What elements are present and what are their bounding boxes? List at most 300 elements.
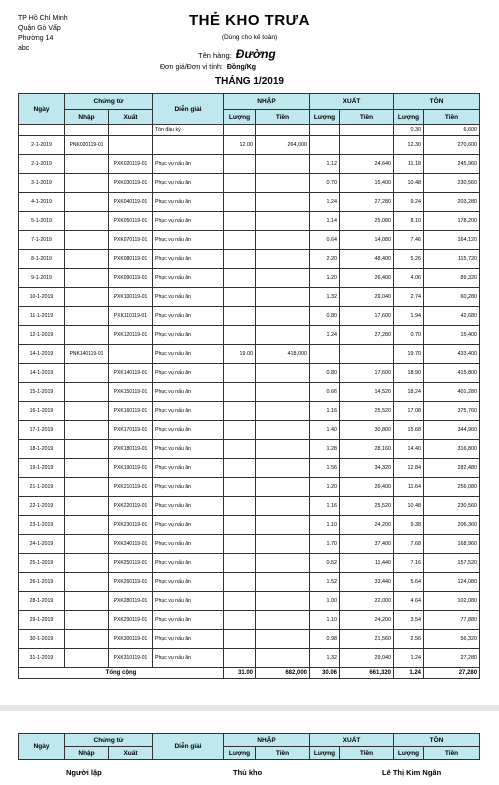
ledger-balance-qty: 12.84	[394, 459, 424, 478]
header2-in-qty: Lượng	[224, 747, 256, 760]
header-in-amount: Tiền	[256, 110, 310, 125]
ledger-in-amount	[256, 459, 310, 478]
ledger-description: Phục vụ nấu ăn	[153, 364, 224, 383]
ledger-out-qty: 1.20	[310, 478, 340, 497]
ledger-in-amount	[256, 535, 310, 554]
ledger-description: Phục vụ nấu ăn	[153, 212, 224, 231]
ledger-balance-amount: 344,960	[424, 421, 480, 440]
ledger-in-amount	[256, 155, 310, 174]
ledger-out-amount: 14,520	[340, 383, 394, 402]
item-label: Tên hàng:	[198, 51, 232, 60]
ledger-out-amount: 37,400	[340, 535, 394, 554]
ledger-description: Phục vụ nấu ăn	[153, 326, 224, 345]
ledger-out-qty: 0.98	[310, 630, 340, 649]
table-row	[19, 136, 480, 155]
item-value: Đường	[235, 47, 276, 61]
ledger-description: Phục vụ nấu ăn	[153, 459, 224, 478]
ledger-description: Phục vụ nấu ăn	[153, 630, 224, 649]
ledger-date: 2-1-2019	[19, 136, 65, 155]
ledger-description: Phục vụ nấu ăn	[153, 288, 224, 307]
ledger-balance-amount: 168,960	[424, 535, 480, 554]
ledger-import-doc	[65, 288, 109, 307]
stock-ledger-table	[18, 93, 480, 679]
ledger-balance-amount: 15,400	[424, 326, 480, 345]
table-row	[19, 611, 480, 630]
ledger-description: Phục vụ nấu ăn	[153, 402, 224, 421]
ledger-export-doc	[109, 345, 153, 364]
totals-out-qty: 30.06	[310, 668, 340, 679]
table-row	[19, 174, 480, 193]
ledger-balance-qty: 11.18	[394, 155, 424, 174]
ledger-balance-qty: 4.06	[394, 269, 424, 288]
ledger-in-qty	[224, 459, 256, 478]
signature-preparer: Người lập	[66, 768, 102, 777]
repeated-table-header	[18, 733, 480, 760]
ledger-date: 28-1-2019	[19, 592, 65, 611]
ledger-date: 31-1-2019	[19, 649, 65, 668]
ledger-export-doc: PXK120119-01	[109, 326, 153, 345]
ledger-balance-amount: 102,080	[424, 592, 480, 611]
ledger-balance-amount: 433,400	[424, 345, 480, 364]
ledger-balance-amount: 89,320	[424, 269, 480, 288]
ledger-balance-amount: 415,800	[424, 364, 480, 383]
table-row	[19, 421, 480, 440]
ledger-balance-qty: 10.48	[394, 174, 424, 193]
ledger-in-amount	[256, 231, 310, 250]
ledger-out-qty: 1.28	[310, 440, 340, 459]
signature-keeper: Thủ kho	[233, 768, 263, 777]
ledger-import-doc	[65, 649, 109, 668]
header2-date: Ngày	[19, 734, 65, 760]
ledger-in-qty: 19.00	[224, 345, 256, 364]
ledger-in-amount	[256, 649, 310, 668]
ledger-import-doc: PNK020119-01	[65, 136, 109, 155]
ledger-import-doc	[65, 573, 109, 592]
ledger-description: Phục vụ nấu ăn	[153, 554, 224, 573]
ledger-date: 18-1-2019	[19, 440, 65, 459]
ledger-date: 16-1-2019	[19, 402, 65, 421]
ledger-balance-qty: 7.46	[394, 231, 424, 250]
signature-name: Lê Thị Kim Ngân	[382, 768, 442, 777]
ledger-date: 14-1-2019	[19, 364, 65, 383]
ledger-export-doc: PXK310119-01	[109, 649, 153, 668]
ledger-balance-amount: 115,720	[424, 250, 480, 269]
ledger-out-qty: 0.66	[310, 383, 340, 402]
table-row	[19, 345, 480, 364]
ledger-date: 3-1-2019	[19, 174, 65, 193]
ledger-out-qty: 1.24	[310, 326, 340, 345]
ledger-export-doc: PXK090119-01	[109, 269, 153, 288]
ledger-out-qty: 1.70	[310, 535, 340, 554]
ledger-in-qty	[224, 288, 256, 307]
ledger-date: 22-1-2019	[19, 497, 65, 516]
ledger-out-qty: 1.20	[310, 269, 340, 288]
ledger-in-amount	[256, 326, 310, 345]
period-title: THÁNG 1/2019	[215, 76, 284, 87]
ledger-in-qty	[224, 212, 256, 231]
ledger-import-doc	[65, 269, 109, 288]
ledger-import-doc	[65, 497, 109, 516]
ledger-out-qty: 1.12	[310, 155, 340, 174]
ledger-description: Phục vụ nấu ăn	[153, 421, 224, 440]
ledger-in-qty	[224, 478, 256, 497]
ledger-description: Phục vụ nấu ăn	[153, 573, 224, 592]
ledger-import-doc	[65, 193, 109, 212]
ledger-import-doc	[65, 554, 109, 573]
ledger-export-doc: PXK020119-01	[109, 155, 153, 174]
ledger-in-qty	[224, 364, 256, 383]
ledger-description: Phục vụ nấu ăn	[153, 516, 224, 535]
ledger-in-qty	[224, 326, 256, 345]
ledger-balance-amount: 60,280	[424, 288, 480, 307]
ledger-description: Phục vụ nấu ăn	[153, 345, 224, 364]
ledger-date: 29-1-2019	[19, 611, 65, 630]
header-balance-amount: Tiền	[424, 110, 480, 125]
ledger-description: Phục vụ nấu ăn	[153, 155, 224, 174]
ledger-in-amount	[256, 592, 310, 611]
ledger-balance-qty: 7.68	[394, 535, 424, 554]
ledger-out-qty: 1.32	[310, 288, 340, 307]
ledger-out-qty: 1.00	[310, 592, 340, 611]
table-row	[19, 535, 480, 554]
ledger-import-doc	[65, 212, 109, 231]
ledger-in-amount	[256, 383, 310, 402]
ledger-in-amount	[256, 193, 310, 212]
ledger-balance-amount: 178,200	[424, 212, 480, 231]
ledger-out-qty: 0.52	[310, 554, 340, 573]
ledger-description: Phục vụ nấu ăn	[153, 478, 224, 497]
ledger-in-amount	[256, 497, 310, 516]
ledger-out-amount: 14,080	[340, 231, 394, 250]
header2-balance-amount: Tiền	[424, 747, 480, 760]
table-row	[19, 155, 480, 174]
ledger-balance-qty: 8.10	[394, 212, 424, 231]
ledger-out-amount: 24,200	[340, 516, 394, 535]
ledger-export-doc: PXK280119-01	[109, 592, 153, 611]
ledger-import-doc	[65, 383, 109, 402]
ledger-description: Phục vụ nấu ăn	[153, 269, 224, 288]
ledger-date: 21-1-2019	[19, 478, 65, 497]
ledger-date: 4-1-2019	[19, 193, 65, 212]
ledger-in-qty	[224, 611, 256, 630]
ledger-out-amount: 25,080	[340, 212, 394, 231]
totals-label: Tổng cộng	[19, 668, 224, 679]
table-row	[19, 288, 480, 307]
ledger-export-doc: PXK240119-01	[109, 535, 153, 554]
table-row	[19, 269, 480, 288]
ledger-in-qty	[224, 402, 256, 421]
unit-value: Đồng/Kg	[226, 64, 257, 71]
ledger-export-doc: PXK170119-01	[109, 421, 153, 440]
ledger-export-doc: PXK290119-01	[109, 611, 153, 630]
totals-row	[19, 668, 480, 679]
header-in-qty: Lượng	[224, 110, 256, 125]
table-row	[19, 592, 480, 611]
header-balance-qty: Lượng	[394, 110, 424, 125]
header2-export-doc: Xuất	[109, 747, 153, 760]
ledger-date: 5-1-2019	[19, 212, 65, 231]
ledger-import-doc	[65, 174, 109, 193]
ledger-balance-qty: 19.70	[394, 345, 424, 364]
ledger-out-qty: 1.14	[310, 212, 340, 231]
ledger-out-amount: 27,280	[340, 193, 394, 212]
ledger-in-amount: 418,000	[256, 345, 310, 364]
table-row	[19, 554, 480, 573]
ledger-date: 11-1-2019	[19, 307, 65, 326]
ledger-balance-qty: 18.24	[394, 383, 424, 402]
ledger-balance-amount: 282,480	[424, 459, 480, 478]
ledger-in-amount	[256, 402, 310, 421]
ledger-in-qty	[224, 440, 256, 459]
ledger-balance-amount: 203,280	[424, 193, 480, 212]
ledger-in-amount	[256, 269, 310, 288]
ledger-export-doc: PXK040119-01	[109, 193, 153, 212]
ledger-export-doc: PXK260119-01	[109, 573, 153, 592]
ledger-description: Phục vụ nấu ăn	[153, 193, 224, 212]
totals-bal-qty: 1.24	[394, 668, 424, 679]
ledger-export-doc	[109, 136, 153, 155]
ledger-out-qty: 0.80	[310, 364, 340, 383]
table-row	[19, 326, 480, 345]
ledger-out-amount	[340, 136, 394, 155]
header-out-amount: Tiền	[340, 110, 394, 125]
totals-bal-amt: 27,280	[424, 668, 480, 679]
table-row	[19, 497, 480, 516]
ledger-out-amount: 17,600	[340, 364, 394, 383]
ledger-in-qty	[224, 421, 256, 440]
ledger-in-qty	[224, 174, 256, 193]
header-export-doc: Xuất	[109, 110, 153, 125]
ledger-in-qty	[224, 649, 256, 668]
ledger-in-qty	[224, 573, 256, 592]
ledger-out-amount: 28,160	[340, 440, 394, 459]
ledger-out-qty: 1.40	[310, 421, 340, 440]
header-voucher: Chứng từ	[65, 94, 153, 110]
ledger-out-amount: 22,000	[340, 592, 394, 611]
document-title: THẺ KHO TRƯA	[189, 12, 310, 29]
ledger-export-doc: PXK030119-01	[109, 174, 153, 193]
ledger-balance-qty: 5.26	[394, 250, 424, 269]
ledger-out-amount: 11,440	[340, 554, 394, 573]
ledger-balance-amount: 230,560	[424, 497, 480, 516]
table-row	[19, 649, 480, 668]
ledger-out-qty: 1.32	[310, 649, 340, 668]
table-row	[19, 516, 480, 535]
ledger-description: Phục vụ nấu ăn	[153, 611, 224, 630]
totals-in-amt: 682,000	[256, 668, 310, 679]
ledger-out-qty	[310, 345, 340, 364]
ledger-out-qty: 0.70	[310, 174, 340, 193]
org-ward: Phường 14	[18, 35, 54, 42]
ledger-import-doc: PNK140119-01	[65, 345, 109, 364]
ledger-out-amount: 15,400	[340, 174, 394, 193]
header2-description: Diễn giải	[153, 734, 224, 760]
ledger-out-amount: 30,800	[340, 421, 394, 440]
ledger-description: Phục vụ nấu ăn	[153, 307, 224, 326]
ledger-export-doc: PXK100119-01	[109, 288, 153, 307]
ledger-date: 9-1-2019	[19, 269, 65, 288]
page-separator	[0, 705, 499, 711]
ledger-balance-amount: 157,520	[424, 554, 480, 573]
opening-bal-qty: 0.30	[394, 125, 424, 136]
ledger-balance-qty: 15.68	[394, 421, 424, 440]
ledger-export-doc: PXK080119-01	[109, 250, 153, 269]
header2-out-qty: Lượng	[310, 747, 340, 760]
ledger-out-qty: 0.80	[310, 307, 340, 326]
ledger-in-amount	[256, 554, 310, 573]
ledger-in-amount	[256, 573, 310, 592]
ledger-in-amount: 264,000	[256, 136, 310, 155]
ledger-import-doc	[65, 630, 109, 649]
ledger-date: 8-1-2019	[19, 250, 65, 269]
ledger-export-doc: PXK210119-01	[109, 478, 153, 497]
ledger-in-amount	[256, 630, 310, 649]
ledger-out-amount: 34,320	[340, 459, 394, 478]
ledger-in-amount	[256, 174, 310, 193]
ledger-date: 24-1-2019	[19, 535, 65, 554]
ledger-out-qty: 2.20	[310, 250, 340, 269]
ledger-import-doc	[65, 326, 109, 345]
ledger-import-doc	[65, 307, 109, 326]
ledger-in-amount	[256, 212, 310, 231]
ledger-in-amount	[256, 288, 310, 307]
ledger-in-amount	[256, 250, 310, 269]
ledger-in-amount	[256, 364, 310, 383]
ledger-balance-amount: 124,080	[424, 573, 480, 592]
ledger-out-qty: 1.10	[310, 611, 340, 630]
ledger-import-doc	[65, 421, 109, 440]
ledger-in-qty	[224, 269, 256, 288]
item-name-line	[198, 47, 276, 61]
ledger-date: 19-1-2019	[19, 459, 65, 478]
org-district: Quận Gò Vấp	[18, 25, 61, 32]
header2-in-amount: Tiền	[256, 747, 310, 760]
ledger-date: 12-1-2019	[19, 326, 65, 345]
ledger-balance-amount: 27,280	[424, 649, 480, 668]
ledger-description: Phục vụ nấu ăn	[153, 250, 224, 269]
ledger-balance-qty: 17.08	[394, 402, 424, 421]
table-row	[19, 459, 480, 478]
ledger-export-doc: PXK160119-01	[109, 402, 153, 421]
header-out: XUẤT	[310, 94, 394, 110]
ledger-balance-qty: 5.64	[394, 573, 424, 592]
ledger-export-doc: PXK180119-01	[109, 440, 153, 459]
ledger-export-doc: PXK300119-01	[109, 630, 153, 649]
ledger-import-doc	[65, 364, 109, 383]
ledger-import-doc	[65, 440, 109, 459]
ledger-import-doc	[65, 478, 109, 497]
table-row	[19, 440, 480, 459]
ledger-out-amount	[340, 345, 394, 364]
ledger-balance-qty: 9.38	[394, 516, 424, 535]
ledger-import-doc	[65, 155, 109, 174]
table-row	[19, 630, 480, 649]
ledger-description: Phục vụ nấu ăn	[153, 174, 224, 193]
ledger-date: 10-1-2019	[19, 288, 65, 307]
table-row	[19, 231, 480, 250]
ledger-in-qty	[224, 231, 256, 250]
ledger-balance-qty: 12.30	[394, 136, 424, 155]
ledger-balance-qty: 18.90	[394, 364, 424, 383]
totals-in-qty: 31.00	[224, 668, 256, 679]
ledger-import-doc	[65, 535, 109, 554]
ledger-in-amount	[256, 307, 310, 326]
ledger-in-qty	[224, 592, 256, 611]
header2-out: XUẤT	[310, 734, 394, 747]
header2-balance-qty: Lượng	[394, 747, 424, 760]
ledger-out-qty: 1.24	[310, 193, 340, 212]
ledger-in-amount	[256, 478, 310, 497]
ledger-in-qty	[224, 155, 256, 174]
ledger-out-amount: 26,400	[340, 269, 394, 288]
ledger-date: 26-1-2019	[19, 573, 65, 592]
ledger-in-qty: 12.00	[224, 136, 256, 155]
ledger-balance-amount: 230,560	[424, 174, 480, 193]
header2-import-doc: Nhập	[65, 747, 109, 760]
ledger-export-doc: PXK110119-01	[109, 307, 153, 326]
opening-balance-row	[19, 125, 480, 136]
ledger-in-qty	[224, 497, 256, 516]
ledger-export-doc: PXK230119-01	[109, 516, 153, 535]
ledger-balance-qty: 9.24	[394, 193, 424, 212]
ledger-balance-qty: 3.54	[394, 611, 424, 630]
ledger-in-amount	[256, 421, 310, 440]
ledger-out-amount: 21,560	[340, 630, 394, 649]
ledger-export-doc: PXK190119-01	[109, 459, 153, 478]
ledger-in-qty	[224, 307, 256, 326]
ledger-export-doc: PXK150119-01	[109, 383, 153, 402]
table-row	[19, 307, 480, 326]
table-row	[19, 402, 480, 421]
ledger-balance-amount: 206,360	[424, 516, 480, 535]
opening-bal-amt: 6,600	[424, 125, 480, 136]
ledger-export-doc: PXK070119-01	[109, 231, 153, 250]
table-row	[19, 250, 480, 269]
ledger-in-amount	[256, 611, 310, 630]
ledger-balance-amount: 42,680	[424, 307, 480, 326]
ledger-in-amount	[256, 440, 310, 459]
table-row	[19, 193, 480, 212]
ledger-import-doc	[65, 250, 109, 269]
ledger-balance-amount: 375,760	[424, 402, 480, 421]
ledger-description: Phục vụ nấu ăn	[153, 592, 224, 611]
ledger-balance-amount: 270,600	[424, 136, 480, 155]
table-row	[19, 478, 480, 497]
ledger-import-doc	[65, 592, 109, 611]
ledger-date: 25-1-2019	[19, 554, 65, 573]
ledger-out-amount: 17,600	[340, 307, 394, 326]
ledger-in-qty	[224, 554, 256, 573]
ledger-balance-qty: 14.40	[394, 440, 424, 459]
ledger-balance-qty: 10.48	[394, 497, 424, 516]
ledger-out-qty: 1.10	[310, 516, 340, 535]
ledger-date: 2-1-2019	[19, 155, 65, 174]
ledger-import-doc	[65, 516, 109, 535]
ledger-description: Phục vụ nấu ăn	[153, 497, 224, 516]
ledger-balance-qty: 1.94	[394, 307, 424, 326]
table-row	[19, 212, 480, 231]
ledger-balance-qty: 1.24	[394, 649, 424, 668]
ledger-out-amount: 29,040	[340, 649, 394, 668]
ledger-out-amount: 48,400	[340, 250, 394, 269]
ledger-out-amount: 24,640	[340, 155, 394, 174]
opening-desc: Tồn đầu kỳ	[153, 125, 224, 136]
ledger-date: 15-1-2019	[19, 383, 65, 402]
header-balance: TỒN	[394, 94, 480, 110]
ledger-export-doc: PXK250119-01	[109, 554, 153, 573]
header2-balance: TỒN	[394, 734, 480, 747]
header-import-doc: Nhập	[65, 110, 109, 125]
